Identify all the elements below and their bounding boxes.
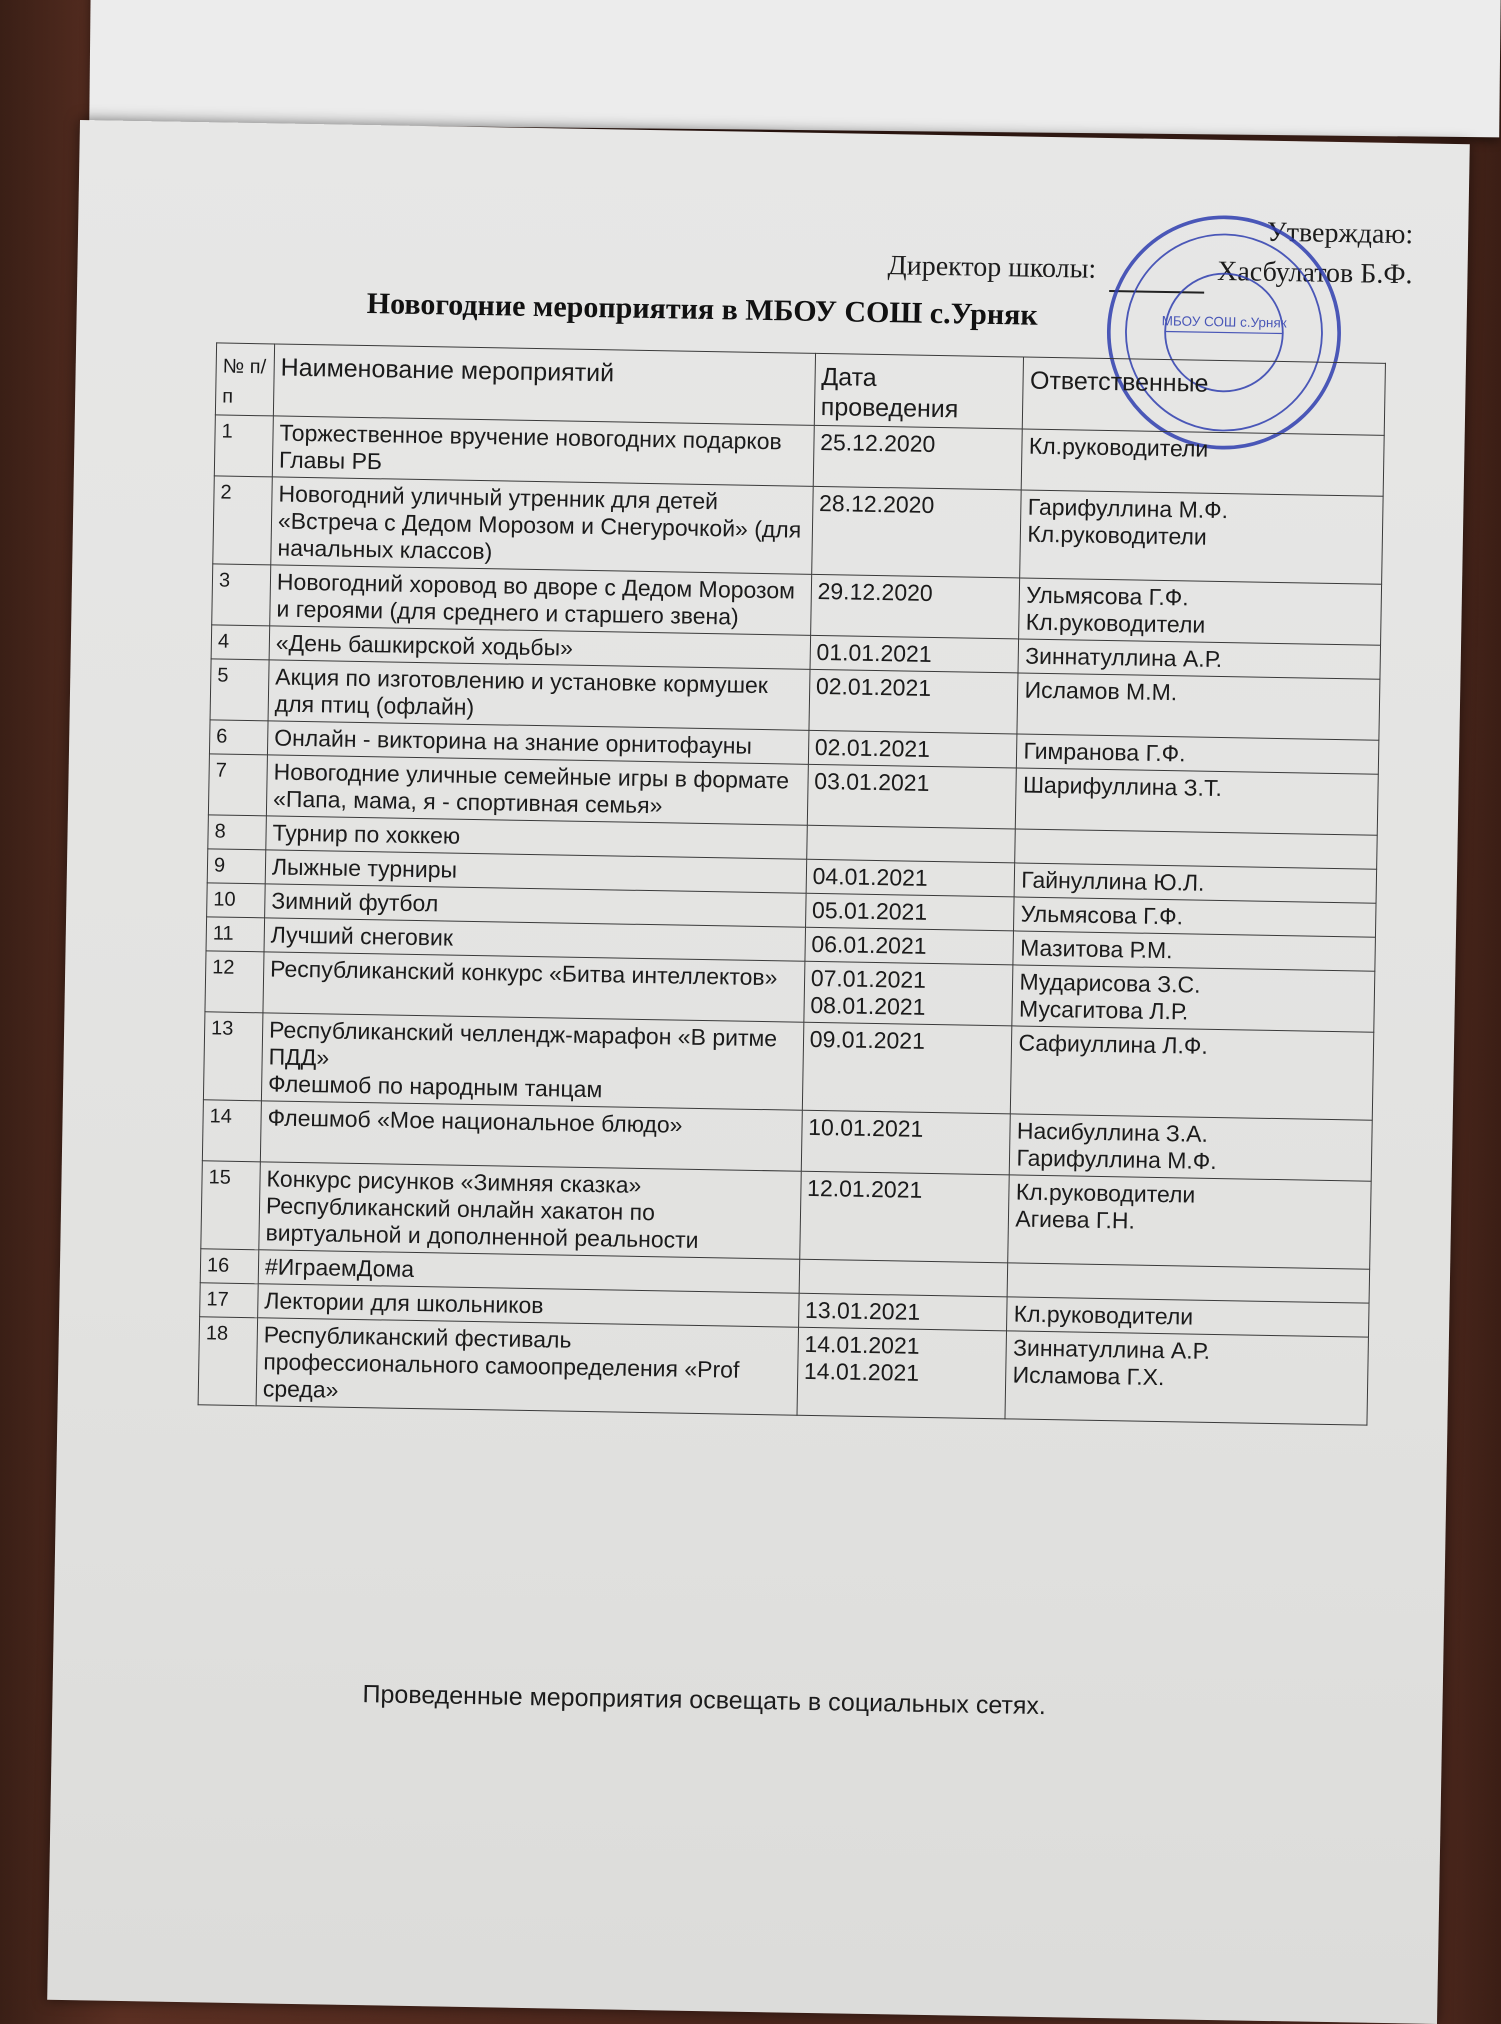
row-num: 18 [198, 1317, 257, 1406]
document-page [47, 120, 1470, 2024]
row-event: Новогодний хоровод во дворе с Дедом Морозом и героями (для среднего и старшего звена) [270, 565, 812, 635]
row-date: 14.01.2021 14.01.2021 [797, 1327, 1007, 1419]
row-responsible: Кл.руководители Агиева Г.Н. [1008, 1175, 1371, 1269]
row-responsible: Мударисова З.С. Мусагитова Л.Р. [1012, 965, 1375, 1032]
row-event: Республиканский фестиваль профессионального самоопределения «Prof среда» [256, 1318, 798, 1415]
row-event: #ИграемДома [258, 1250, 799, 1293]
page-title: Новогодние мероприятия в МБОУ СОШ с.Урняк [366, 287, 1038, 332]
row-event: Турнир по хоккею [266, 816, 807, 859]
row-date: 02.01.2021 [809, 669, 1019, 734]
row-num: 7 [208, 754, 267, 816]
row-responsible: Кл.руководители [1022, 429, 1385, 496]
row-date: 25.12.2020 [813, 425, 1023, 490]
header-num: № п/п [215, 343, 274, 416]
row-date: 29.12.2020 [810, 574, 1020, 639]
row-responsible: Сафиуллина Л.Ф. [1011, 1026, 1374, 1120]
row-event: Лучший снеговик [264, 918, 805, 961]
row-num: 1 [214, 415, 273, 477]
row-date: 12.01.2021 [799, 1171, 1009, 1263]
row-responsible: Насибуллина З.А. Гарифуллина М.Ф. [1010, 1114, 1373, 1181]
row-responsible: Ульмясова Г.Ф. [1014, 897, 1376, 937]
row-num: 3 [212, 564, 271, 626]
row-date: 09.01.2021 [802, 1022, 1012, 1114]
row-date: 03.01.2021 [807, 764, 1017, 829]
row-event: Флешмоб «Мое национальное блюдо» [260, 1101, 802, 1171]
row-responsible: Шарифуллина З.Т. [1016, 768, 1379, 835]
row-event: Зимний футбол [265, 884, 806, 927]
background-sheet [89, 0, 1500, 137]
row-num: 14 [202, 1100, 261, 1162]
row-responsible: Ульмясова Г.Ф. Кл.руководители [1019, 578, 1382, 645]
row-num: 17 [200, 1283, 259, 1318]
row-event: Торжественное вручение новогодних подарков Главы РБ [272, 416, 814, 486]
approve-label: Утверждаю: [1266, 216, 1414, 251]
row-date [799, 1259, 1008, 1297]
row-event: Республиканский конкурс «Битва интеллектов» [263, 952, 805, 1022]
row-num: 13 [203, 1012, 262, 1101]
row-num: 6 [209, 720, 268, 755]
events-table [198, 342, 1386, 1425]
header-responsible: Ответственные [1023, 357, 1386, 435]
row-num: 4 [211, 625, 270, 660]
row-event: Акция по изготовлению и установке кормушек для птиц (офлайн) [268, 660, 810, 730]
row-num: 8 [208, 815, 267, 850]
director-label: Директор школы: [887, 250, 1097, 285]
row-responsible: Гарифуллина М.Ф. Кл.руководители [1020, 490, 1383, 584]
row-num: 5 [210, 659, 269, 721]
header-name: Наименование мероприятий [273, 344, 815, 425]
row-responsible: Зиннатуллина А.Р. [1018, 639, 1380, 679]
stamp-text: МБОУ СОШ с.Урняк [1161, 313, 1287, 331]
row-responsible: Исламов М.М. [1017, 673, 1380, 740]
row-responsible: Гимранова Г.Ф. [1017, 734, 1379, 774]
row-event: Лыжные турниры [265, 850, 806, 893]
footer-note: Проведенные мероприятия освещать в социальных сетях. [362, 1680, 1047, 1721]
row-num: 15 [201, 1161, 260, 1250]
row-event: Новогодний уличный утренник для детей «Встреча с Дедом Морозом и Снегурочкой» (для начальных классов) [271, 477, 813, 574]
row-num: 16 [200, 1249, 259, 1284]
row-date: 06.01.2021 [805, 927, 1014, 965]
row-event: Онлайн - викторина на знание орнитофауны [267, 721, 808, 764]
row-date: 07.01.2021 08.01.2021 [804, 961, 1014, 1026]
row-responsible: Мазитова Р.М. [1013, 931, 1375, 971]
row-event: Конкурс рисунков «Зимняя сказка» Республиканский онлайн хакатон по виртуальной и дополненной реальности [259, 1162, 801, 1259]
row-event: Лектории для школьников [258, 1284, 799, 1327]
row-date [806, 825, 1015, 863]
row-num: 9 [207, 849, 266, 884]
row-date: 01.01.2021 [810, 635, 1019, 673]
row-date: 05.01.2021 [805, 893, 1014, 931]
row-event: Республиканский челлендж-марафон «В ритме ПДД» Флешмоб по народным танцам [261, 1013, 803, 1110]
row-responsible: Зиннатуллина А.Р. Исламова Г.Х. [1005, 1331, 1368, 1425]
row-event: «День башкирской ходьбы» [269, 626, 810, 669]
row-event: Новогодние уличные семейные игры в формате «Папа, мама, я - спортивная семья» [266, 755, 808, 825]
row-date: 13.01.2021 [798, 1293, 1007, 1331]
row-responsible: Кл.руководители [1007, 1297, 1369, 1337]
row-date: 04.01.2021 [806, 859, 1015, 897]
row-date: 02.01.2021 [808, 730, 1017, 768]
row-date: 28.12.2020 [811, 486, 1021, 578]
row-num: 10 [207, 883, 266, 918]
row-num: 12 [205, 951, 264, 1013]
row-num: 11 [206, 917, 265, 952]
header-date: Дата проведения [814, 353, 1024, 429]
row-date: 10.01.2021 [801, 1110, 1011, 1175]
director-name: Хасбулатов Б.Ф. [1216, 255, 1413, 291]
row-num: 2 [213, 476, 272, 565]
row-responsible: Гайнуллина Ю.Л. [1015, 863, 1377, 903]
